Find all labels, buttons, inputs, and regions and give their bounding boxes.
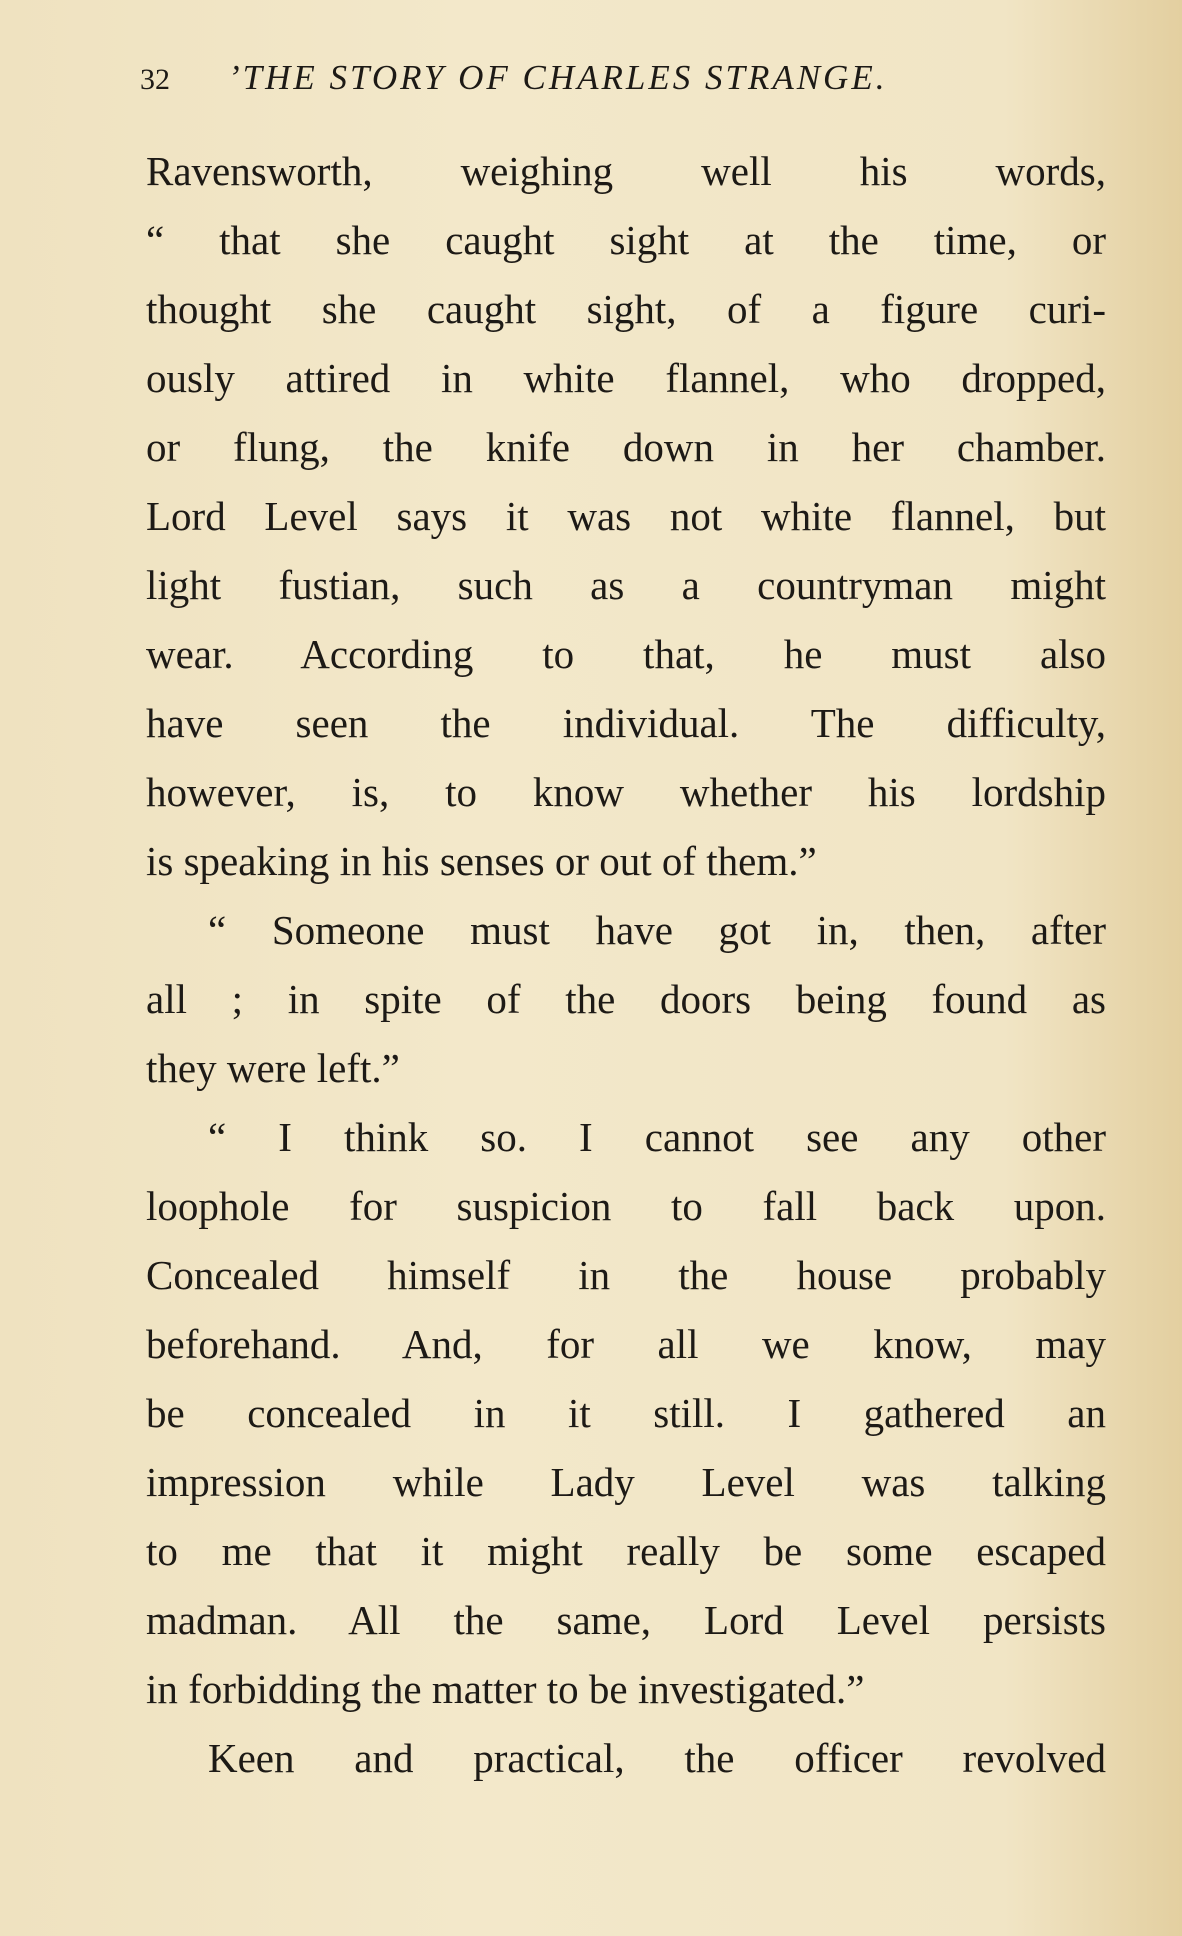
body-text — [146, 137, 1106, 1793]
text-line: Lord Level says it was not white flannel, but — [146, 493, 1106, 539]
text-line: “ I think so. I cannot see any other — [208, 1114, 1106, 1160]
text-line: to me that it might really be some escaped — [146, 1528, 1106, 1574]
text-line: “ that she caught sight at the time, or — [146, 217, 1106, 263]
text-line: or flung, the knife down in her chamber. — [146, 424, 1106, 470]
text-line: loophole for suspicion to fall back upon. — [146, 1183, 1106, 1229]
text-line: ously attired in white flannel, who dropped, — [146, 355, 1106, 401]
text-line: is speaking in his senses or out of them.” — [146, 838, 817, 884]
text-line: Concealed himself in the house probably — [146, 1252, 1106, 1298]
text-line: thought she caught sight, of a figure curi- — [146, 286, 1106, 332]
text-line: “ Someone must have got in, then, after — [208, 907, 1106, 953]
text-line: have seen the individual. The difficulty, — [146, 700, 1106, 746]
text-line: they were left.” — [146, 1045, 400, 1091]
text-line: however, is, to know whether his lordship — [146, 769, 1106, 815]
page-number: 32 — [140, 63, 170, 96]
text-line: Keen and practical, the officer revolved — [208, 1735, 1106, 1781]
text-line: madman. All the same, Lord Level persists — [146, 1597, 1106, 1643]
page-header — [140, 58, 1042, 108]
text-line: impression while Lady Level was talking — [146, 1459, 1106, 1505]
text-line: beforehand. And, for all we know, may — [146, 1321, 1106, 1367]
text-line: all ; in spite of the doors being found as — [146, 976, 1106, 1022]
text-line: wear. According to that, he must also — [146, 631, 1106, 677]
text-line: Ravensworth, weighing well his words, — [146, 148, 1106, 194]
text-line: be concealed in it still. I gathered an — [146, 1390, 1106, 1436]
text-line: in forbidding the matter to be investigated.” — [146, 1666, 865, 1712]
running-title: ’THE STORY OF CHARLES STRANGE. — [228, 58, 888, 97]
text-line: light fustian, such as a countryman might — [146, 562, 1106, 608]
